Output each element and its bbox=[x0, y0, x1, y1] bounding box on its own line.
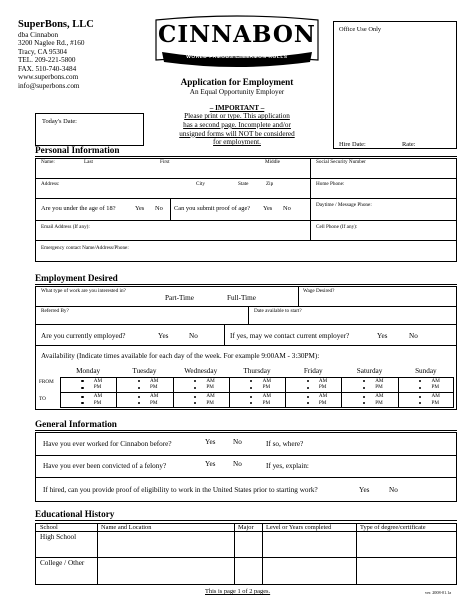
company-line: dba Cinnabon bbox=[18, 31, 59, 39]
am-option[interactable]: AM bbox=[262, 377, 271, 384]
pm-option[interactable]: PM bbox=[318, 384, 327, 390]
city-label: City bbox=[196, 181, 205, 187]
address-label: Address: bbox=[41, 181, 60, 187]
pm-option[interactable]: PM bbox=[150, 384, 158, 390]
referred-label: Referred By? bbox=[41, 308, 69, 314]
time-separator-dot bbox=[194, 380, 196, 382]
availability-to-saturday[interactable] bbox=[341, 393, 397, 409]
time-separator-dot bbox=[194, 402, 196, 404]
time-separator-dot bbox=[307, 387, 309, 389]
company-line: www.superbons.com bbox=[18, 73, 79, 82]
time-separator-dot bbox=[194, 387, 196, 389]
availability-to-thursday[interactable] bbox=[229, 393, 285, 409]
age-no-option[interactable]: No bbox=[155, 205, 163, 212]
important-notice bbox=[150, 112, 324, 147]
day-phone-label: Daytime / Message Phone: bbox=[316, 202, 372, 208]
worked-yes-option[interactable]: Yes bbox=[205, 438, 216, 446]
time-separator-dot bbox=[307, 380, 309, 382]
age-yes-option[interactable]: Yes bbox=[135, 205, 145, 212]
title-block bbox=[150, 77, 324, 147]
availability-to-sunday[interactable] bbox=[398, 393, 454, 409]
name-field[interactable] bbox=[36, 167, 309, 177]
company-name: SuperBons, LLC bbox=[18, 19, 94, 30]
felony-yes-option[interactable]: Yes bbox=[205, 460, 216, 468]
col-name-location: Name and Location bbox=[101, 524, 152, 531]
todays-date-field[interactable] bbox=[35, 113, 144, 146]
am-option[interactable]: AM bbox=[375, 393, 384, 399]
age-question: Are you under the age of 18? bbox=[41, 205, 116, 212]
ssn-label: Social Security Number bbox=[316, 159, 366, 165]
felony-no-option[interactable]: No bbox=[233, 460, 242, 468]
full-time-option[interactable]: Full-Time bbox=[227, 294, 256, 302]
personal-heading: Personal Information bbox=[35, 145, 120, 155]
proof-yes-option[interactable]: Yes bbox=[263, 205, 273, 212]
time-separator-dot bbox=[363, 380, 365, 382]
employed-yes-option[interactable]: Yes bbox=[158, 332, 169, 340]
cell-phone-label: Cell Phone (If any): bbox=[316, 224, 358, 230]
emergency-label: Emergency contact Name/Address/Phone: bbox=[41, 245, 129, 251]
day-label-thursday: Thursday bbox=[243, 367, 271, 375]
name-label: Name: bbox=[41, 159, 55, 165]
availability-label: Availability (Indicate times available for each day of the week. For example 9:00AM - 3:30PM): bbox=[41, 352, 320, 360]
pm-option[interactable]: PM bbox=[262, 399, 271, 406]
pm-option[interactable]: PM bbox=[375, 384, 383, 390]
am-option[interactable]: AM bbox=[93, 377, 103, 384]
col-major: Major bbox=[238, 524, 254, 531]
availability-from-wednesday[interactable] bbox=[173, 377, 229, 393]
pm-option[interactable]: PM bbox=[150, 399, 158, 406]
pm-option[interactable]: PM bbox=[431, 399, 439, 406]
company-line: TEL. 209-221-5800 bbox=[18, 56, 76, 65]
pm-option[interactable]: PM bbox=[431, 384, 439, 390]
page-indicator: This is page 1 of 2 pages. bbox=[205, 588, 271, 595]
company-line: info@superbons.com bbox=[18, 81, 80, 90]
day-label-sunday: Sunday bbox=[415, 367, 437, 375]
am-option[interactable]: AM bbox=[318, 377, 328, 384]
availability-from-monday[interactable] bbox=[60, 377, 116, 393]
important-heading: – IMPORTANT – bbox=[209, 103, 265, 112]
time-separator-dot bbox=[250, 402, 252, 404]
pm-option[interactable]: PM bbox=[93, 384, 102, 390]
am-option[interactable]: AM bbox=[206, 377, 215, 384]
am-option[interactable]: AM bbox=[375, 377, 384, 384]
availability-to-friday[interactable] bbox=[285, 393, 341, 409]
company-lines bbox=[18, 31, 128, 90]
todays-date-label: Today's Date: bbox=[42, 118, 77, 125]
am-option[interactable]: AM bbox=[206, 393, 215, 399]
email-label: Email Address (If any): bbox=[41, 224, 90, 230]
availability-from-thursday[interactable] bbox=[229, 377, 285, 393]
contact-no-option[interactable]: No bbox=[409, 332, 418, 340]
time-separator-dot bbox=[138, 396, 140, 398]
work-type-label: What type of work are you interested in? bbox=[41, 288, 126, 294]
version-label: ver. 2008-01.1a bbox=[425, 590, 452, 595]
first-label: First bbox=[160, 159, 170, 165]
hire-date-label: Hire Date: bbox=[339, 141, 366, 148]
employed-no-option[interactable]: No bbox=[189, 332, 198, 340]
availability-to-wednesday[interactable] bbox=[173, 393, 229, 409]
time-separator-dot bbox=[307, 402, 309, 404]
am-option[interactable]: AM bbox=[431, 377, 440, 384]
eligibility-no-option[interactable]: No bbox=[389, 486, 398, 494]
am-option[interactable]: AM bbox=[150, 393, 159, 399]
am-option[interactable]: AM bbox=[150, 377, 159, 384]
employment-heading: Employment Desired bbox=[35, 273, 118, 283]
time-separator-dot bbox=[138, 380, 140, 382]
row-high-school: High School bbox=[40, 533, 77, 541]
day-label-friday: Friday bbox=[303, 367, 323, 375]
important-line: for employment. bbox=[213, 138, 261, 147]
time-separator-dot bbox=[363, 396, 365, 398]
time-separator-dot bbox=[363, 402, 365, 404]
form-title: Application for Employment bbox=[180, 77, 294, 87]
company-line: FAX. 510-740-3484 bbox=[18, 64, 77, 73]
time-separator-dot bbox=[250, 380, 252, 382]
time-separator-dot bbox=[138, 387, 140, 389]
contact-question: If yes, may we contact current employer? bbox=[230, 332, 350, 340]
worked-before-question: Have you ever worked for Cinnabon before? bbox=[43, 440, 172, 448]
am-option[interactable]: AM bbox=[431, 393, 440, 399]
worked-where-label: If so, where? bbox=[266, 440, 304, 448]
availability-from-sunday[interactable] bbox=[398, 377, 454, 393]
part-time-option[interactable]: Part-Time bbox=[165, 294, 194, 302]
pm-option[interactable]: PM bbox=[375, 399, 383, 406]
education-table bbox=[35, 523, 457, 585]
col-degree: Type of degree/certificate bbox=[360, 524, 426, 531]
cinnabon-logo bbox=[150, 14, 324, 72]
proof-question: Can you submit proof of age? bbox=[174, 205, 251, 212]
from-label: FROM bbox=[39, 379, 54, 385]
time-separator-dot bbox=[363, 387, 365, 389]
day-label-saturday: Saturday bbox=[356, 367, 383, 375]
wage-label: Wage Desired? bbox=[303, 288, 335, 294]
day-label-tuesday: Tuesday bbox=[132, 367, 157, 375]
employed-question: Are you currently employed? bbox=[41, 332, 126, 340]
felony-explain-label: If yes, explain: bbox=[266, 462, 309, 470]
important-line: unsigned forms will NOT be considered bbox=[179, 129, 295, 138]
time-separator-dot bbox=[419, 380, 421, 382]
time-separator-dot bbox=[250, 387, 252, 389]
logo-word: CINNABON bbox=[158, 21, 316, 48]
col-level: Level or Years completed bbox=[266, 524, 332, 531]
pm-option[interactable]: PM bbox=[93, 399, 102, 406]
row-college-other: College / Other bbox=[40, 559, 85, 567]
col-school: School bbox=[40, 524, 58, 531]
pm-option[interactable]: PM bbox=[206, 399, 214, 406]
to-label: TO bbox=[39, 396, 46, 402]
contact-yes-option[interactable]: Yes bbox=[377, 332, 388, 340]
time-separator-dot bbox=[81, 387, 83, 389]
time-separator-dot bbox=[419, 396, 421, 398]
time-separator-dot bbox=[138, 402, 140, 404]
time-separator-dot bbox=[81, 402, 83, 404]
start-date-label: Date available to start? bbox=[254, 308, 302, 314]
pm-option[interactable]: PM bbox=[318, 399, 327, 406]
logo-tagline: WORLD FAMOUS CINNAMON ROLLS bbox=[186, 55, 288, 60]
form-subtitle: An Equal Opportunity Employer bbox=[189, 88, 285, 96]
time-separator-dot bbox=[194, 396, 196, 398]
time-separator-dot bbox=[307, 396, 309, 398]
am-option[interactable]: AM bbox=[262, 393, 271, 399]
general-heading: General Information bbox=[35, 419, 117, 429]
important-line: has a second page. Incomplete and/or bbox=[183, 120, 291, 129]
company-block bbox=[18, 19, 128, 90]
company-line: Tracy, CA 95304 bbox=[18, 47, 67, 56]
education-heading: Educational History bbox=[35, 509, 115, 519]
rate-label: Rate: bbox=[402, 141, 416, 148]
day-label-monday: Monday bbox=[76, 367, 101, 375]
zip-label: Zip bbox=[266, 181, 274, 187]
eligibility-yes-option[interactable]: Yes bbox=[359, 486, 370, 494]
pm-option[interactable]: PM bbox=[206, 384, 214, 390]
time-separator-dot bbox=[419, 387, 421, 389]
company-line: 3200 Naglee Rd., #160 bbox=[18, 39, 85, 48]
pm-option[interactable]: PM bbox=[262, 384, 271, 390]
worked-no-option[interactable]: No bbox=[233, 438, 242, 446]
office-use-box bbox=[333, 21, 457, 149]
am-option[interactable]: AM bbox=[93, 393, 103, 399]
time-separator-dot bbox=[250, 396, 252, 398]
state-label: State bbox=[238, 181, 249, 187]
time-separator-dot bbox=[81, 396, 83, 398]
day-label-wednesday: Wednesday bbox=[184, 367, 218, 375]
availability-to-monday[interactable] bbox=[60, 393, 116, 409]
office-use-label: Office Use Only bbox=[339, 26, 382, 33]
home-phone-label: Home Phone: bbox=[316, 181, 345, 187]
availability-from-saturday[interactable] bbox=[341, 377, 397, 393]
time-separator-dot bbox=[81, 380, 83, 382]
last-label: Last bbox=[84, 159, 93, 165]
proof-no-option[interactable]: No bbox=[283, 205, 291, 212]
important-line: Please print or type. This application bbox=[184, 112, 290, 121]
time-separator-dot bbox=[419, 402, 421, 404]
middle-label: Middle bbox=[265, 159, 280, 165]
felony-question: Have you ever been convicted of a felony? bbox=[43, 462, 167, 470]
eligibility-question: If hired, can you provide proof of eligibility to work in the United States prior to starting work? bbox=[43, 486, 318, 494]
am-option[interactable]: AM bbox=[318, 393, 328, 399]
availability-to-tuesday[interactable] bbox=[116, 393, 172, 409]
availability-from-tuesday[interactable] bbox=[116, 377, 172, 393]
availability-from-friday[interactable] bbox=[285, 377, 341, 393]
